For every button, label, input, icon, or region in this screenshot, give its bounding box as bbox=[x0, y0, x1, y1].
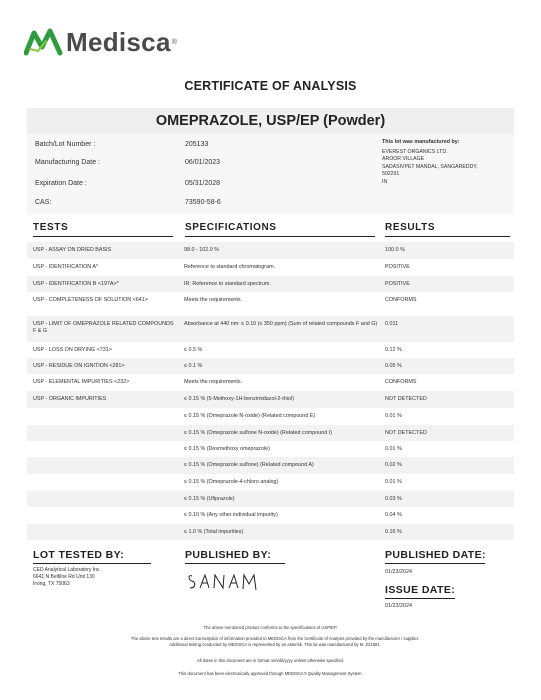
test-spec: ≤ 0.15 % (Omeprazole 4-chloro analog) bbox=[184, 479, 279, 485]
test-result: 0.011 bbox=[385, 321, 399, 327]
test-spec: Reference to standard chromatogram. bbox=[184, 264, 276, 270]
test-result: CONFORMS bbox=[385, 379, 417, 385]
test-name: USP - ELEMENTAL IMPURITIES <232> bbox=[33, 379, 130, 385]
tests-header: TESTS bbox=[33, 222, 69, 233]
test-spec: IR: Reference to standard spectrum. bbox=[184, 281, 271, 287]
test-result: 0.02 % bbox=[385, 462, 402, 468]
test-result: 0.01 % bbox=[385, 446, 402, 452]
brand-registered-mark: ® bbox=[171, 38, 177, 46]
test-spec: ≤ 0.10 % (Any other individual impurity) bbox=[184, 512, 278, 518]
table-row bbox=[27, 441, 514, 457]
medisca-logo bbox=[24, 24, 177, 60]
published-by-label: PUBLISHED BY: bbox=[185, 549, 272, 561]
test-result: 0.05 % bbox=[385, 363, 402, 369]
brand-name: Medisca bbox=[66, 26, 171, 57]
table-row bbox=[27, 457, 514, 474]
results-header: RESULTS bbox=[385, 222, 436, 233]
manufacturer-line: AROOR VILLAGE bbox=[382, 156, 425, 163]
table-row bbox=[27, 342, 514, 358]
manufacturer-line: SADASIVPET MANDAL, SANGAREDDY, bbox=[382, 163, 478, 170]
test-spec: ≤ 0.15 % (Omeprazole sulfone N-oxide) (Related compound I) bbox=[184, 430, 332, 436]
published-date-value: 01/23/2024 bbox=[385, 569, 412, 575]
published-date-label: PUBLISHED DATE: bbox=[385, 549, 486, 561]
test-result: 0.12 % bbox=[385, 347, 402, 353]
test-name: USP - COMPLETENESS OF SOLUTION <641> bbox=[33, 297, 148, 303]
table-row bbox=[27, 474, 514, 491]
issue-date-rule bbox=[385, 598, 455, 599]
table-row bbox=[27, 292, 514, 316]
test-name: USP - IDENTIFICATION A* bbox=[33, 264, 99, 270]
lot-tested-rule bbox=[33, 563, 151, 564]
exp-date-label: Expiration Date : bbox=[35, 180, 87, 187]
cas-label: CAS: bbox=[35, 199, 52, 206]
specifications-header: SPECIFICATIONS bbox=[185, 222, 277, 233]
test-result: NOT DETECTED bbox=[385, 396, 427, 402]
exp-date-value: 05/31/2028 bbox=[185, 180, 221, 187]
test-result: POSITIVE bbox=[385, 264, 410, 270]
results-table bbox=[27, 242, 514, 540]
test-spec: ≤ 1.0 % (Total impurities) bbox=[184, 529, 244, 535]
test-name: USP - IDENTIFICATION B <197A>* bbox=[33, 281, 119, 287]
test-result: 0.16 % bbox=[385, 529, 402, 535]
test-spec: ≤ 0.5 % bbox=[184, 347, 203, 353]
manufacturer-line: 502291 bbox=[382, 171, 400, 178]
table-row bbox=[27, 391, 514, 408]
test-spec: ≤ 0.15 % (5-Methoxy-1H-benzimidazol-2-thiol) bbox=[184, 396, 294, 402]
medisca-m-logo-icon bbox=[24, 27, 64, 57]
lab-line: Irving, TX 75063 bbox=[33, 581, 70, 587]
manufacturer-heading: This lot was manufactured by: bbox=[382, 139, 460, 145]
document-title: CERTIFICATE OF ANALYSIS bbox=[184, 79, 357, 93]
mfg-date-value: 06/01/2023 bbox=[185, 159, 221, 166]
table-row bbox=[27, 358, 514, 374]
test-name: USP - RESIDUE ON IGNITION <281> bbox=[33, 363, 125, 369]
test-result: 100.0 % bbox=[385, 247, 405, 253]
test-result: POSITIVE bbox=[385, 281, 410, 287]
test-name: USP - LOSS ON DRYING <731> bbox=[33, 347, 112, 353]
table-row bbox=[27, 316, 514, 342]
conformance-note: The above mentioned product conforms to the specifications of USP/EP. bbox=[203, 625, 338, 630]
test-name: USP - ORGANIC IMPURITIES bbox=[33, 396, 107, 402]
tests-header-rule bbox=[33, 236, 173, 237]
test-spec: ≤ 0.15 % (Omeprazole sulfone) (Related compound A) bbox=[184, 462, 314, 468]
table-row bbox=[27, 507, 514, 524]
date-format-note: All dates in this document are in format mm/dd/yyyy unless otherwise specified. bbox=[196, 658, 345, 663]
manufacturer-line: IN bbox=[382, 178, 388, 185]
table-row bbox=[27, 259, 514, 276]
cas-value: 73590-58-6 bbox=[185, 199, 221, 206]
test-result: 0.01 % bbox=[385, 479, 402, 485]
test-result: 0.04 % bbox=[385, 512, 402, 518]
table-row bbox=[27, 242, 514, 259]
test-spec: 98.0 - 102.0 % bbox=[184, 247, 220, 253]
test-spec: ≤ 0.15 % (Ufiprazole) bbox=[184, 496, 235, 502]
batch-value: 205133 bbox=[185, 141, 209, 148]
published-date-rule bbox=[385, 563, 485, 564]
signature-image bbox=[186, 568, 266, 596]
manufacturer-block bbox=[382, 139, 512, 187]
approval-note: This document has been electronically approved through MEDISCA's Quality Management System. bbox=[178, 671, 363, 676]
product-title: OMEPRAZOLE, USP/EP (Powder) bbox=[155, 113, 386, 129]
manufacturer-line: EVEREST ORGANICS LTD. bbox=[382, 148, 448, 155]
transcription-note: The above test results are a direct transcription of information provided to MEDISCA from the Certificate of Analysis provided by the manufacturer / supplier. Additional testing conducted by MEDISCA is represented by an asterisk. This lot was manufactured by M. Z21691. bbox=[130, 636, 420, 647]
table-row bbox=[27, 425, 514, 441]
lab-line: 6641 N Beltline Rd Unit 130 bbox=[33, 574, 95, 580]
test-result: CONFORMS bbox=[385, 297, 417, 303]
issue-date-value: 01/23/2024 bbox=[385, 603, 412, 609]
published-by-rule bbox=[185, 563, 285, 564]
test-result: 0.01 % bbox=[385, 413, 402, 419]
test-spec: Meets the requirements. bbox=[184, 297, 243, 303]
table-row bbox=[27, 524, 514, 540]
table-row bbox=[27, 408, 514, 425]
test-name: USP - LIMIT OF OMEPRAZOLE RELATED COMPOUNDS F & G bbox=[33, 321, 174, 334]
specifications-header-rule bbox=[185, 236, 375, 237]
lab-line: CED Analytical Laboratory Inc. bbox=[33, 567, 101, 573]
table-row bbox=[27, 276, 514, 292]
results-header-rule bbox=[385, 236, 510, 237]
testing-lab-address bbox=[33, 567, 101, 588]
test-result: 0.03 % bbox=[385, 496, 402, 502]
lot-tested-by-label: LOT TESTED BY: bbox=[33, 549, 125, 561]
test-spec: ≤ 0.15 % (Omeprazole N-oxide) (Related compound E) bbox=[184, 413, 316, 419]
batch-label: Batch/Lot Number : bbox=[35, 141, 96, 148]
test-name: USP - ASSAY ON DRIED BASIS bbox=[33, 247, 112, 253]
table-row bbox=[27, 374, 514, 391]
test-result: NOT DETECTED bbox=[385, 430, 427, 436]
test-spec: Absorbance at 440 nm: ≤ 0.10 (≤ 350 ppm) (Sum of related compounds F and G) bbox=[184, 321, 378, 327]
issue-date-label: ISSUE DATE: bbox=[385, 584, 456, 596]
test-spec: ≤ 0.15 % (Desmethoxy omeprazole) bbox=[184, 446, 270, 452]
test-spec: ≤ 0.1 % bbox=[184, 363, 203, 369]
mfg-date-label: Manufacturing Date : bbox=[35, 159, 100, 166]
table-row bbox=[27, 491, 514, 507]
test-spec: Meets the requirements. bbox=[184, 379, 243, 385]
